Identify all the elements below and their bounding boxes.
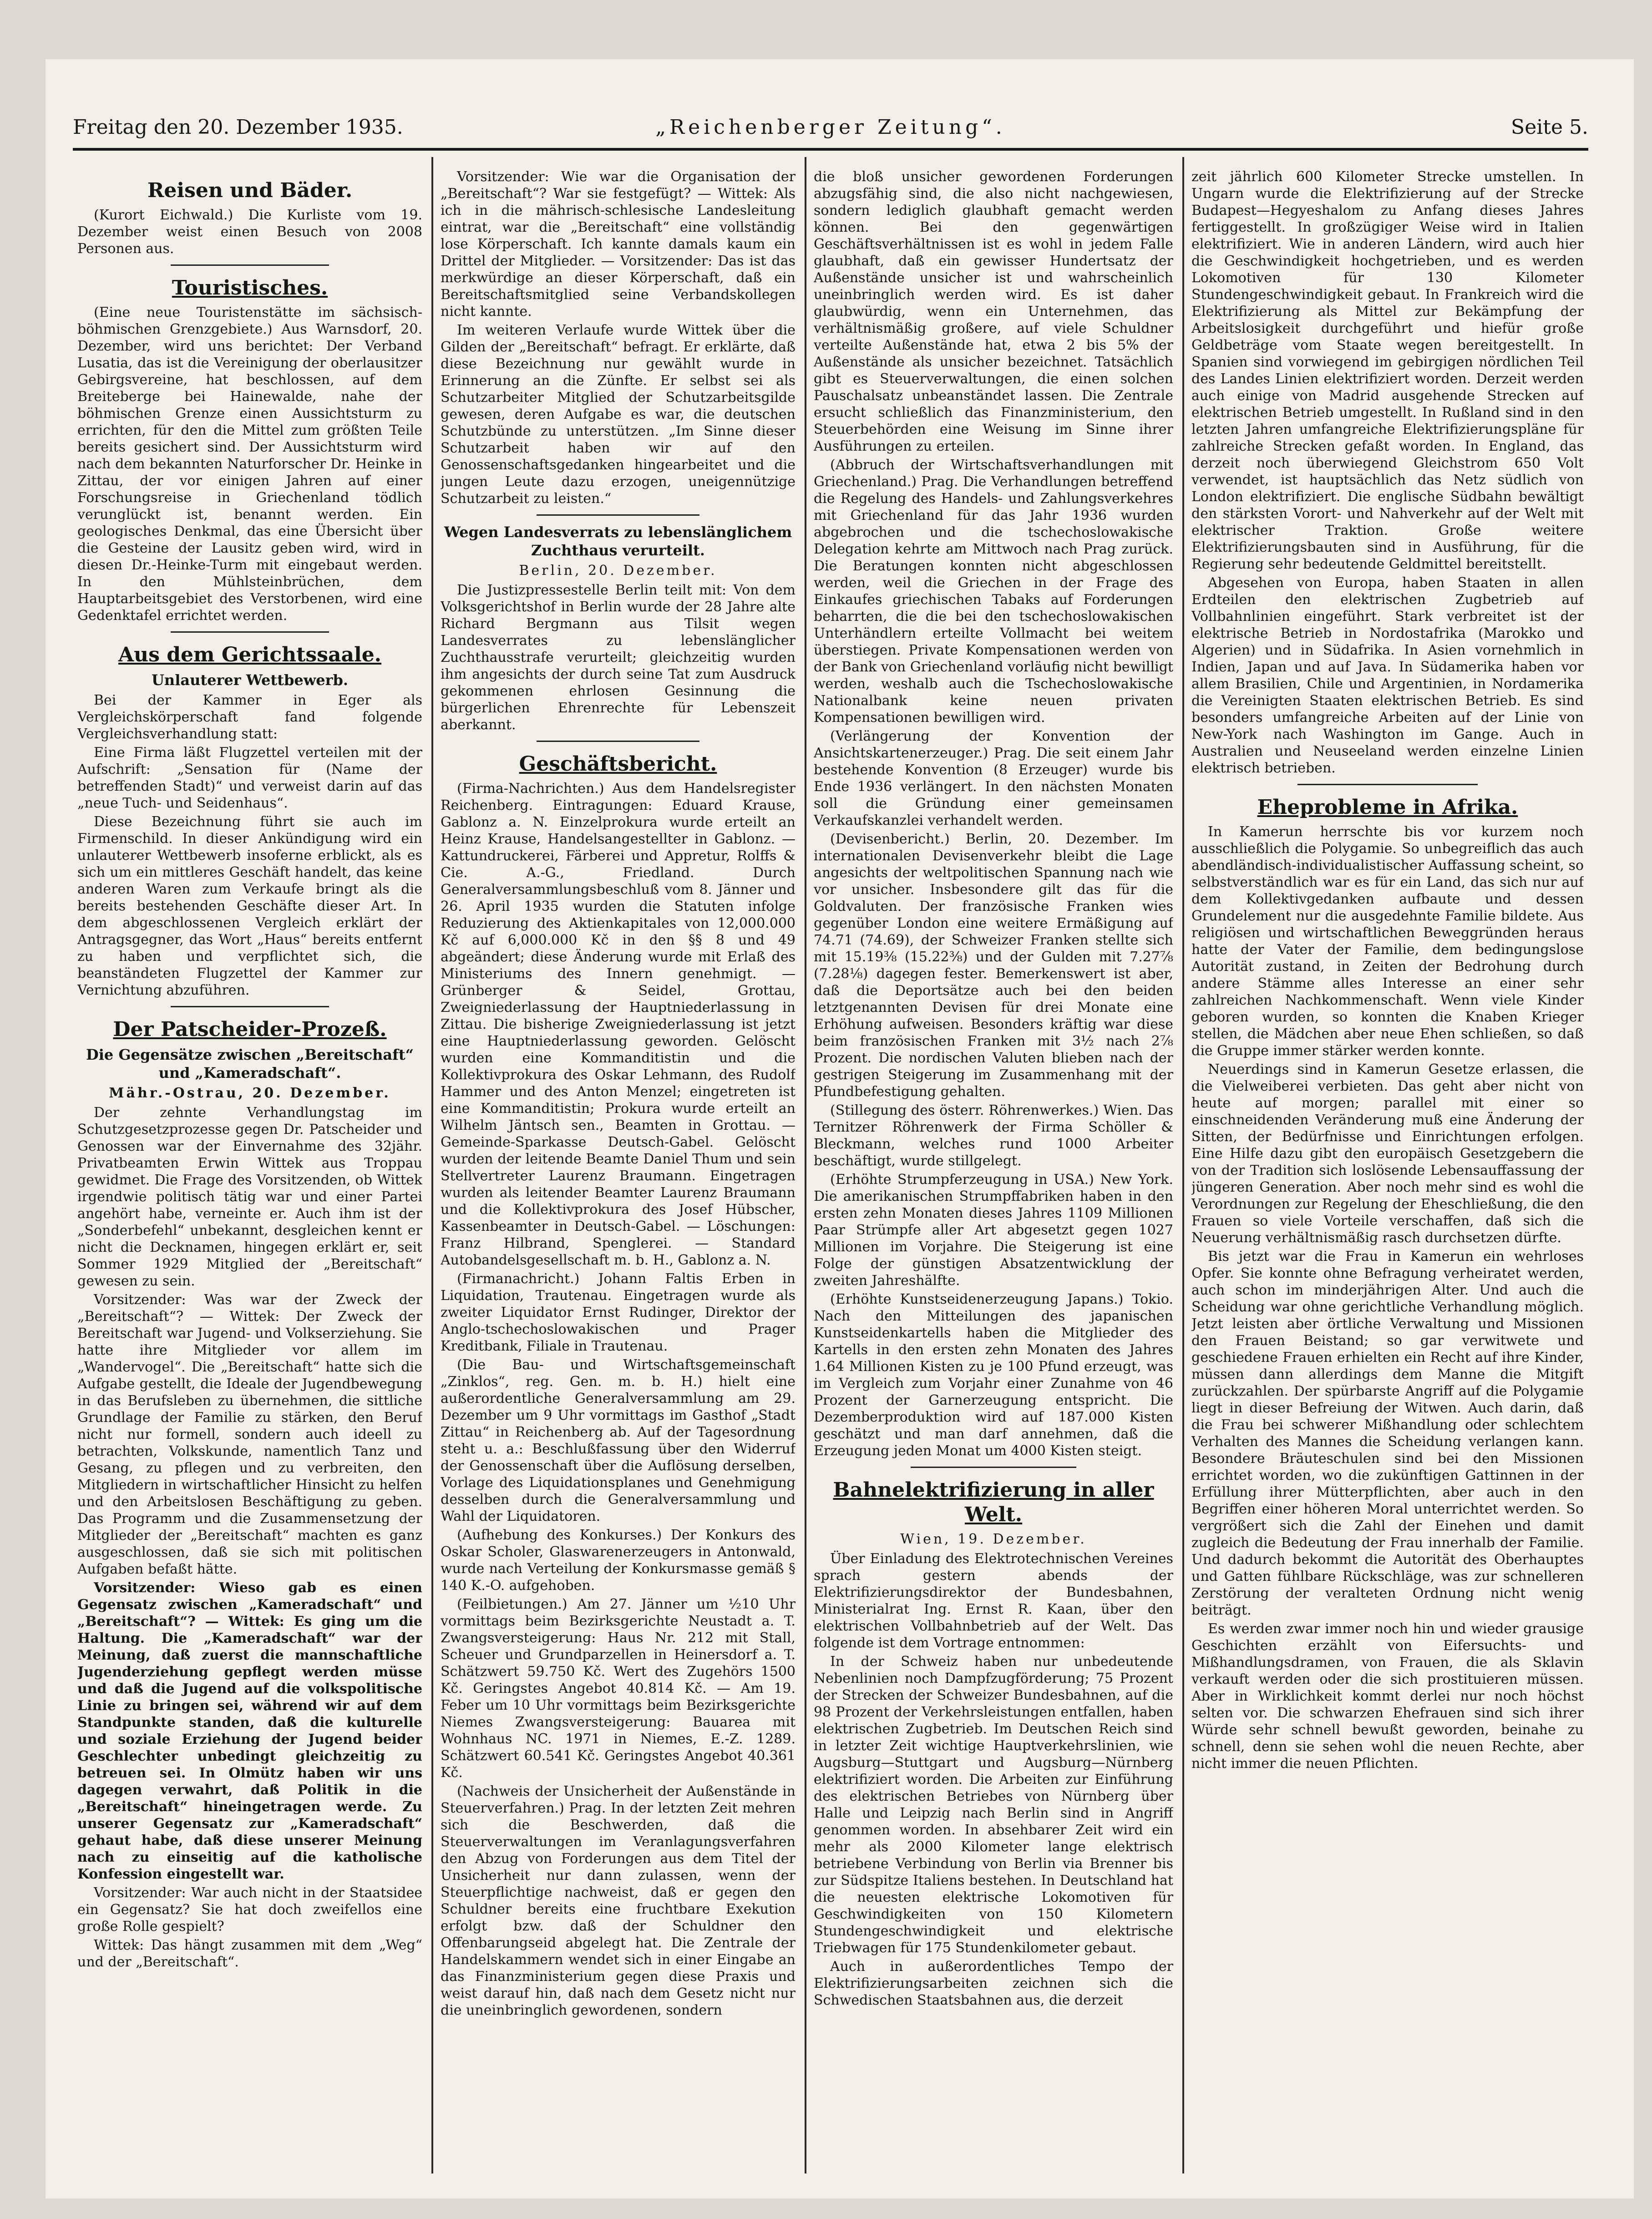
article-paragraph: Bei der Kammer in Eger als Vergleichskörperschaft fand folgende Vergleichsverhandlung statt: xyxy=(77,692,422,742)
article-strumpferzeugung: (Erhöhte Strumpferzeugung in USA.) New York. Die amerikanischen Strumpffabriken haben in den ersten zehn Monaten dieses Jahres 1109 Millionen Paar Strümpfe aller Art abgesetzt gegen 1027 Millionen im Vorjahre. Die Steigerung ist eine Folge der günstigen Absatzentwicklung der zweiten Jahreshälfte. xyxy=(814,1172,1173,1289)
section-separator xyxy=(911,1467,1076,1468)
section-title-bahnelektrifizierung: Bahnelektrifizierung in aller Welt. xyxy=(833,1478,1154,1526)
article-firma-nachrichten: (Firma-Nachrichten.) Aus dem Handelsregister Reichenberg. Eintragungen: Eduard Krause, Gablonz a. N. Einzelprokura wurde erteilt an Heinz Krause, Handelsangestellter in Gablonz. — Kattundruckerei, Färberei und Appretur, Rolffs & Cie. A.-G., Friedland. Durch Generalversammlungsbeschluß vom 8. Jänner und 26. April 1935 wurden die Statuten infolge Reduzierung des Aktienkapitales von 12,000.000 Kč auf 6,000.000 Kč in den §§ 8 und 49 abgeändert; diese Änderung wurde mit Erlaß des Ministeriums des Innern genehmigt. — Grünberger & Seidel, Grottau, Zweigniederlassung der Hauptniederlassung in Zittau. Die bisherige Zweigniederlassung ist jetzt eine Hauptniederlassung geworden. Gelöscht wurden eine Kommanditistin und die Kollektivprokura des Oskar Lehmann, des Rudolf Hammer und des Anton Menzel; eingetreten ist eine Kommanditistin; Prokura wurde erteilt an Wilhelm Jäntsch sen., Beamten in Grottau. — Gemeinde-Sparkasse Deutsch-Gabel. Gelöscht wurden der leitende Beamte Daniel Thum und sein Stellvertreter Laurenz Braumann. Eingetragen wurden als leitender Beamter Laurenz Braumann und die Kollektivprokura des Josef Hübscher, Kassenbeamter in Deutsch-Gabel. — Löschungen: Franz Hilbrand, Spenglerei. — Standard Autobandelsgesellschaft m. b. H., Gablonz a. N. xyxy=(441,781,796,1268)
page-number: Seite 5. xyxy=(1511,116,1588,139)
article-paragraph: Der zehnte Verhandlungstag im Schutzgesetzprozesse gegen Dr. Patscheider und Genossen war der Einvernahme des 32jähr. Privatbeamten Erwin Wittek aus Troppau gewidmet. Die Frage des Vorsitzenden, ob Wittek irgendwie politisch tätig war und einer Partei angehört habe, verneinte er. Auch ihm ist der „Sonderbefehl“ unbekannt, desgleichen kennt er nicht die Decknamen, hingegen erklärt er, seit Sommer 1929 Mitglied der „Bereitschaft“ gewesen zu sein. xyxy=(77,1105,422,1289)
article-feilbietungen: (Feilbietungen.) Am 27. Jänner um ½10 Uhr vormittags beim Bezirksgerichte Neustadt a. T. Zwangsversteigerung: Haus Nr. 212 mit Stall, Scheuer und Grundparzellen in Heinersdorf a. T. Schätzwert 59.750 Kč. Wert des Zugehörs 1500 Kč. Geringstes Angebot 40.814 Kč. — Am 19. Feber um 10 Uhr vormittags beim Bezirksgerichte Niemes Zwangsversteigerung: Bauarea mit Wohnhaus NC. 1971 in Niemes, E.-Z. 1289. Schätzwert 60.541 Kč. Geringstes Angebot 40.361 Kč. xyxy=(441,1596,796,1781)
article-paragraph: Über Einladung des Elektrotechnischen Vereines sprach gestern abends der Elektrifizierungsdirektor der Bundesbahnen, Ministerialrat Ing. Ernst R. Kaan, über den elektrischen Vollbahnbetrieb auf der Welt. Das folgende ist dem Vortrage entnommen: xyxy=(814,1551,1173,1651)
article-paragraph: Vorsitzender: Wieso gab es einen Gegensatz zwischen „Kameradschaft“ und „Bereitschaft“? — Wittek: Es ging um die Haltung. Die „Kameradschaft“ war der Meinung, daß zuerst die mannschaftliche Jugenderziehung gepflegt werden müsse und daß die Jugend auf die volkspolitische Linie zu bringen sei, während wir auf dem Standpunkte standen, daß die kulturelle und soziale Erziehung der Jugend beider Geschlechter unbedingt gleichzeitig zu betreuen sei. In Olmütz haben wir uns dagegen verwahrt, daß Politik in die „Bereitschaft“ hineingetragen werde. Zu unserer Gegensatz zur „Kameradschaft“ gehaut habe, daß diese unserer Meinung nach zu einseitig auf die katholische Konfession eingestellt war. xyxy=(77,1580,422,1882)
article-baugemeinschaft: (Die Bau- und Wirtschaftsgemeinschaft „Zinklos“, reg. Gen. m. b. H.) hielt eine außerordentliche Generalversammlung am 29. Dezember um 9 Uhr vormittags im Gasthof „Stadt Zittau“ in Reichenberg ab. Auf der Tagesordnung steht u. a.: Beschlußfassung über den Widerruf der Genossenschaft über die Auflösung derselben, Vorlage des Liquidationsplanes und Genehmigung desselben durch die Generalversammlung und Wahl der Liquidatoren. xyxy=(441,1357,796,1524)
article-ansichtskarten: (Verlängerung der Konvention der Ansichtskartenerzeuger.) Prag. Die seit einem Jahr bestehende Konvention (8 Erzeuger) wurde bis Ende 1936 verlängert. In den nächsten Monaten soll die Gründung einer gemeinsamen Verkaufskanzlei verhandelt werden. xyxy=(814,728,1173,828)
section-separator xyxy=(537,514,700,516)
article-subtitle-wettbewerb: Unlauterer Wettbewerb. xyxy=(152,671,348,689)
section-title-reisen: Reisen und Bäder. xyxy=(147,179,353,202)
article-paragraph: Diese Bezeichnung führt sie auch im Firmenschild. In dieser Ankündigung wird ein unlauterer Wettbewerb insoferne erblickt, als es sich um ein mittleres Geschäft handelt, das keine anderen Waren zum Verkaufe bringt als die bereits bestehenden Geschäfte dieser Art. In dem abgeschlossenen Vergleich erklärt der Antragsgegner, das Wort „Haus“ bereits entfernt zu haben und verpflichtet sich, die beanständeten Flugzettel der Kammer zur Vernichtung abzuführen. xyxy=(77,814,422,998)
article-paragraph: Vorsitzender: Was war der Zweck der „Bereitschaft“? — Wittek: Der Zweck der Bereitschaft war Jugend- und Volkserziehung. Sie hatte ihre Mitglieder vor allem im „Wandervogel“. Die „Bereitschaft“ hatte sich die Aufgabe gestellt, die Ideale der Jugendbewegung in das Berufsleben zu übernehmen, die sittliche Grundlage der Familie zu stärken, den Beruf nicht nur formell, sondern auch ideell zu betrachten, Volkskunde, namentlich Tanz und Gesang, zu pflegen und zu verbreiten, den Mitgliedern in wirtschaftlicher Hinsicht zu helfen und den Arbeitslosen Beschäftigung zu geben. Das Programm und die Zusammensetzung der Mitglieder der „Bereitschaft“ machten es ganz ausgeschlossen, daß sie sich mit politischen Aufgaben befaßt hätte. xyxy=(77,1292,422,1577)
section-title-geschaeftsbericht: Geschäftsbericht. xyxy=(519,752,717,776)
column-3 xyxy=(814,168,1173,2167)
article-paragraph: die bloß unsicher gewordenen Forderungen abzugsfähig sind, die also nicht nachgewiesen, sondern lediglich glaubhaft gemacht werden können. Bei den gegenwärtigen Geschäftsverhältnissen ist es wohl in jedem Falle glaubhaft, daß ein gewisser Hundertsatz der Außenstände unsicher ist und wahrscheinlich uneinbringlich werden wird. Es ist daher glaubwürdig, wenn ein Unternehmen, das verhältnismäßig großere, auf viele Schuldner verteilte Außenstände hat, etwa 2 bis 5% der Außenstände als unsicher bezeichnet. Tatsächlich gibt es Steuerverwaltungen, die einen solchen Pauschalsatz unbeanständet lassen. Die Zentrale ersucht schließlich das Finanzministerium, den Steuerbehörden eine Weisung im Sinne ihrer Ausführungen zu erteilen. xyxy=(814,169,1173,454)
article-griechenland: (Abbruch der Wirtschaftsverhandlungen mit Griechenland.) Prag. Die Verhandlungen betreffend die Regelung des Handels- und Zahlungsverkehres mit Griechenland für das Jahr 1936 wurden abgebrochen und die tschechoslowakische Delegation kehrte am Mittwoch nach Prag zurück. Die Beratungen konnten nicht abgeschlossen werden, weil die Griechen in der Frage des Einkaufes griechischen Tabaks auf Forderungen beharrten, die die bei den tschechoslowakischen Unterhändlern erteilte Vollmacht bei weitem überstiegen. Private Kompensationen werden von der Bank von Griechenland vorläufig nicht bewilligt werden, weshalb auch die Tschechoslowakische Nationalbank keine neuen privaten Kompensationen bewilligen wird. xyxy=(814,457,1173,726)
article-firmanachricht: (Firmanachricht.) Johann Faltis Erben in Liquidation, Trautenau. Eingetragen wurde als zweiter Liquidator Ernst Rudinger, Direktor der Anglo-tschechoslowakischen und Prager Kreditbank, Filiale in Trautenau. xyxy=(441,1271,796,1354)
article-paragraph: Im weiteren Verlaufe wurde Wittek über die Gilden der „Bereitschaft“ befragt. Er erklärte, daß diese Bezeichnung nur gewählt wurde in Erinnerung an die Zünfte. Er selbst sei als Schutzarbeiter Mitglied der Schutzarbeitsgilde gewesen, deren Aufgabe es war, die deutschen Schutzbünde zu unterstützen. „Im Sinne dieser Schutzarbeit haben wir auf den Genossenschaftsgedanken hingearbeitet und die jungen Leute dazu erzogen, uneigennützige Schutzarbeit zu leisten.“ xyxy=(441,322,796,507)
dateline: Wien, 19. Dezember. xyxy=(900,1531,1087,1547)
article-paragraph: In der Schweiz haben nur unbedeutende Nebenlinien noch Dampfzugförderung; 75 Prozent der Strecken der Schweizer Bundesbahnen, auf die 98 Prozent der Verkehrsleistungen entfallen, haben elektrischen Zugbetrieb. Im Deutschen Reich sind in letzter Zeit wichtige Hauptverkehrslinien, wie Augsburg—Stuttgart und Augsburg—Nürnberg elektrifiziert worden. Die Arbeiten zur Einführung des elektrischen Betriebes von Nürnberg über Halle und Leipzig nach Berlin sind in Angriff genommen worden. In absehbarer Zeit wird ein mehr als 2000 Kilometer lange elektrisch betriebene Verbindung von Berlin via Brenner bis zur Südspitze Italiens bestehen. In Deutschland hat die neuesten elektrische Lokomotiven für Geschwindigkeiten von 150 Kilometern Stundengeschwindigkeit und elektrische Triebwagen für 175 Stundenkilometer gebaut. xyxy=(814,1654,1173,1956)
article-kunstseide: (Erhöhte Kunstseidenerzeugung Japans.) Tokio. Nach den Mitteilungen des japanischen Kunstseidenkartells haben die Mitglieder des Kartells in den ersten zehn Monaten des Jahres 1.64 Millionen Kisten zu je 100 Pfund erzeugt, was im Vergleich zum Vorjahr einer Zunahme von 46 Prozent der Garnerzeugung entspricht. Die Dezemberproduktion wird auf 187.000 Kisten geschätzt und man darf annehmen, daß die Erzeugung jeden Monat um 4000 Kisten steigt. xyxy=(814,1291,1173,1459)
article-paragraph: Wittek: Das hängt zusammen mit dem „Weg“ und der „Bereitschaft“. xyxy=(77,1937,422,1970)
section-separator xyxy=(537,741,700,742)
article-paragraph: In Kamerun herrschte bis vor kurzem noch ausschließlich die Polygamie. So unbegreiflich das auch abendländisch-individualistischer Auffassung scheint, so selbstverständlich war es für ein Land, das sich nur auf dem Kollektivgedanken aufbaute und dessen Grundelement nur die ausgedehnte Familie bildete. Aus religiösen und wirtschaftlichen Beweggründen heraus hatte der Vater der Familie, dem bedingungslose Autorität zustand, in Zeiten der Bedrohung durch andere Stämme alles Interesse an einer sehr zahlreichen Nachkommenschaft. Wenn viele Kinder geboren wurden, so konnten die Knaben Krieger stellen, die Mädchen aber neue Ehen schließen, so daß die Gruppe immer stärker werden konnte. xyxy=(1191,824,1584,1059)
masthead-rule xyxy=(73,148,1588,151)
section-separator xyxy=(1297,784,1478,785)
column-1 xyxy=(77,168,422,2167)
article-paragraph: Vorsitzender: War auch nicht in der Staatsidee ein Gegensatz? Sie hat doch zweifellos eine große Rolle gespielt? xyxy=(77,1885,422,1935)
article-paragraph: zeit jährlich 600 Kilometer Strecke umstellen. In Ungarn wurde die Elektrifizierung auf der Strecke Budapest—Hegyeshalom zu Anfang dieses Jahres fertiggestellt. In großzügiger Weise wird in Italien elektrifiziert. Wie in anderen Ländern, wird auch hier die Geschwindigkeit hochgetrieben, und es werden Lokomotiven für 130 Kilometer Stundengeschwindigkeit gebaut. In Frankreich wird die Elektrifizierung als Mittel zur Bekämpfung der Arbeitslosigkeit durchgeführt und hiefür große Geldbeträge vom Staate wegen bereitgestellt. In Spanien sind vorwiegend im gebirgigen nördlichen Teil des Landes Linien elektrifiziert worden. Derzeit werden auch einige von Madrid ausgehende Strecken auf elektrischen Betrieb umgestellt. In Rußland sind in den letzten Jahren umfangreiche Elektrifizierungspläne für zahlreiche Strecken gefaßt worden. In England, das derzeit noch überwiegend Gleichstrom 650 Volt verwendet, ist hauptsächlich das Netz südlich von London elektrifiziert. Die englische Südbahn bewältigt den stärksten Vorort- und Nahverkehr auf der Welt mit elektrischer Traktion. Große weitere Elektrifizierungsbauten sind in Ausführung, für die Regierung sehr bedeutende Geldmittel bereitstellt. xyxy=(1191,169,1584,572)
article-aussenstaende: (Nachweis der Unsicherheit der Außenstände in Steuerverfahren.) Prag. In der letzten Zeit mehren sich die Beschwerden, daß die Steuerverwaltungen im Veranlagungsverfahren den Abzug von Forderungen aus dem Titel der Unsicherheit nur dann zulassen, wenn der Steuerpflichtige nachweist, daß er gegen den Schuldner bereits eine fruchtbare Exekution erfolgt bzw. daß der Schuldner den Offenbarungseid abgelegt hat. Die Zentrale der Handelskammern wendet sich in einer Eingabe an das Finanzministerium gegen diese Praxis und weist darauf hin, daß nach dem Gesetz nicht nur die uneinbringlich gewordenen, sondern xyxy=(441,1783,796,2018)
column-2 xyxy=(441,168,796,2167)
section-title-gerichtssaal: Aus dem Gerichtssaale. xyxy=(118,643,381,666)
section-separator xyxy=(171,264,329,266)
issue-date: Freitag den 20. Dezember 1935. xyxy=(73,116,403,139)
article-paragraph: Eine Firma läßt Flugzettel verteilen mit der Aufschrift: „Sensation für (Name der betreffenden Stadt)“ und verweist darin auf das „neue Tuch- und Seidenhaus“. xyxy=(77,745,422,811)
article-paragraph: Neuerdings sind in Kamerun Gesetze erlassen, die die Vielweiberei verbieten. Das geht aber nicht von heute auf morgen; parallel mit einer so einschneidenden Veränderung muß eine Änderung der Sitten, der Bedürfnisse und Einrichtungen erfolgen. Eine Hilfe dazu gibt den europäisch Gesetzgebern die von der Tradition sich loslösende Lebensauffassung der jüngeren Generation. Aber noch mehr sind es wohl die Verordnungen zur Regelung der Eheschließung, die den Frauen so viele Vorteile verschaffen, daß sich die Neuerung verhältnismäßig rasch durchsetzen dürfte. xyxy=(1191,1061,1584,1246)
section-title-eheprobleme: Eheprobleme in Afrika. xyxy=(1257,796,1518,819)
section-separator xyxy=(171,631,329,633)
section-title-touristisches: Touristisches. xyxy=(172,276,328,300)
masthead xyxy=(73,114,1588,146)
article-roehrenwerk: (Stillegung des österr. Röhrenwerkes.) Wien. Das Ternitzer Röhrenwerk der Firma Schöller & Bleckmann, welches rund 1000 Arbeiter beschäftigt, wurde stillgelegt. xyxy=(814,1102,1173,1169)
section-title-patscheider: Der Patscheider-Prozeß. xyxy=(113,1018,387,1041)
column-rule-3 xyxy=(1182,157,1184,2173)
dateline: Berlin, 20. Dezember. xyxy=(519,563,717,579)
article-konkurs: (Aufhebung des Konkurses.) Der Konkurs des Oskar Scholer, Glaswarenerzeugers in Antonwald, wurde nach Verteilung der Konkursmasse gemäß § 140 K.-O. aufgehoben. xyxy=(441,1527,796,1594)
article-paragraph: Vorsitzender: Wie war die Organisation der „Bereitschaft“? War sie festgefügt? — Wittek: Als ich in die mährisch-schlesische Landesleitung eintrat, war die „Bereitschaft“ eine vollständig lose Körperschaft. Ich kannte damals kaum ein Drittel der Mitglieder. — Vorsitzender: Das ist das merkwürdige an dieser Körperschaft, daß ein Bereitschaftsmitglied seine Verbandskollegen nicht kannte. xyxy=(441,169,796,320)
column-rule-2 xyxy=(805,157,806,2173)
dateline: Mähr.-Ostrau, 20. Dezember. xyxy=(109,1085,391,1101)
column-rule-1 xyxy=(431,157,433,2173)
column-4 xyxy=(1191,168,1584,2167)
article-paragraph: Es werden zwar immer noch hin und wieder grausige Geschichten erzählt von Eifersuchts- und Mißhandlungsdramen, von Frauen, die als Sklavin verkauft werden oder die sich prostituieren müssen. Aber in Wirklichkeit kommt derlei nur noch höchst selten vor. Die schwarzen Ehefrauen sind sich ihrer Würde sehr schnell bewußt geworden, beinahe zu schnell, denn sie sehen wohl die neuen Rechte, aber nicht immer die neuen Pflichten. xyxy=(1191,1621,1584,1772)
newspaper-title: „Reichenberger Zeitung“. xyxy=(655,116,1006,139)
article-subtitle-gegensaetze: Die Gegensätze zwischen „Bereitschaft“ und „Kameradschaft“. xyxy=(86,1046,414,1082)
article-paragraph: Die Justizpressestelle Berlin teilt mit: Von dem Volksgerichtshof in Berlin wurde der 28 Jahre alte Richard Bergmann aus Tilsit wegen Landesverrates zu lebenslänglicher Zuchthausstrafe verurteilt; gleichzeitig wurden ihm angesichts der durch seine Tat zum Ausdruck gekommenen ehrlosen Gesinnung die bürgerlichen Ehrenrechte für Lebenszeit aberkannt. xyxy=(441,582,796,733)
article-paragraph: Auch in außerordentliches Tempo der Elektrifizierungsarbeiten zeichnen sich die Schwedischen Staatsbahnen aus, die derzeit xyxy=(814,1959,1173,2008)
article-aussichtsturm: (Eine neue Touristenstätte im sächsisch-böhmischen Grenzgebiete.) Aus Warnsdorf, 20. Dezember, wird uns berichtet: Der Verband Lusatia, das ist die Vereinigung der oberlausitzer Gebirgsvereine, hat beschlossen, auf dem Breiteberge bei Hainewalde, nahe der böhmischen Grenze einen Aussichtsturm zu errichten, für den die Mittel zum größten Teile bereits gesichert sind. Der Aussichtsturm wird nach dem bekannten Naturforscher Dr. Heinke in Zittau, der vor einigen Jahren auf einer Forschungsreise in Griechenland tödlich verunglückt ist, benannt werden. Ein geologisches Denkmal, das eine Übersicht über die Gesteine der Lausitz geben wird, wird in diesen Dr.-Heinke-Turm mit eingebaut werden. In den Mühlsteinbrüchen, dem Hauptarbeitsgebiet des Verstorbenen, wird eine Gedenktafel errichtet werden. xyxy=(77,305,422,624)
section-separator xyxy=(171,1006,329,1007)
article-kurliste: (Kurort Eichwald.) Die Kurliste vom 19. Dezember weist einen Besuch von 2008 Personen aus. xyxy=(77,207,422,257)
article-paragraph: Bis jetzt war die Frau in Kamerun ein wehrloses Opfer. Sie konnte ohne Befragung verheiratet werden, auch schon im minderjährigen Alter. Und auch die Scheidung war ohne gerichtliche Verhandlung möglich. Jetzt leisten aber örtliche Verwaltung und Missionen den Frauen Beistand; so gar verwitwete und geschiedene Frauen erhielten ein Recht auf ihre Kinder, müssen dann allerdings dem Manne die Mitgift zurückzahlen. Der spürbarste Angriff auf die Polygamie liegt in dieser Befreiung der Witwen. Auch darin, daß die Frau bei schwerer Mißhandlung oder schlechtem Verhalten des Mannes die Scheidung verlangen kann. Besondere Bräuteschulen sind bei den Missionen errichtet worden, wo die zukünftigen Gattinnen in der Erfüllung ihrer Mütterpflichten, aber auch in den Begriffen einer höheren Moral unterrichtet werden. So vergrößert sich die Zahl der Einehen und damit zugleich die Bedeutung der Frau innerhalb der Familie. Und dadurch bekommt die Autorität des Oberhauptes und Gatten fühlbare Rückschläge, was zur schnelleren Zerstörung der veralteten Ordnung nicht wenig beiträgt. xyxy=(1191,1249,1584,1618)
article-devisenbericht: (Devisenbericht.) Berlin, 20. Dezember. Im internationalen Devisenverkehr bleibt die Lage angesichts der weltpolitischen Spannung nach wie vor unsicher. Insbesondere gilt das für die Goldvaluten. Der französische Franken wies gegenüber London eine weitere Ermäßigung auf 74.71 (74.69), der Schweizer Franken stellte sich mit 15.19⅜ (15.22⅜) und der Gulden mit 7.27⅞ (7.28⅛) dagegen fester. Bemerkenswert ist aber, daß die Deportsätze auch bei den beiden letztgenannten Devisen für drei Monate eine Erhöhung aufweisen. Besonders kräftig war diese beim französischen Franken mit 3½ nach 2⅞ Prozent. Die nordischen Valuten blieben nach der gestrigen Steigerung im Zusammenhang mit der Pfundbefestigung gehalten. xyxy=(814,831,1173,1100)
article-paragraph: Abgesehen von Europa, haben Staaten in allen Erdteilen den elektrischen Zugbetrieb auf Vollbahnlinien eingeführt. Stark verbreitet ist der elektrische Betrieb in Nordostafrika (Marokko und Algerien) und in Südafrika. In Asien vornehmlich in Indien, Japan und auf Java. In Südamerika haben vor allem Brasilien, Chile und Argentinien, in Nordamerika die Vereinigten Staaten elektrischen Betrieb. Es sind besonders umfangreiche Arbeiten auf der Linie von New-York nach Washington im Gange. Auch in Australien und Neuseeland werden einzelne Linien elektrisch betrieben. xyxy=(1191,575,1584,776)
article-title-landesverrat: Wegen Landesverrats zu lebenslänglichem Zuchthaus verurteilt. xyxy=(444,523,792,559)
